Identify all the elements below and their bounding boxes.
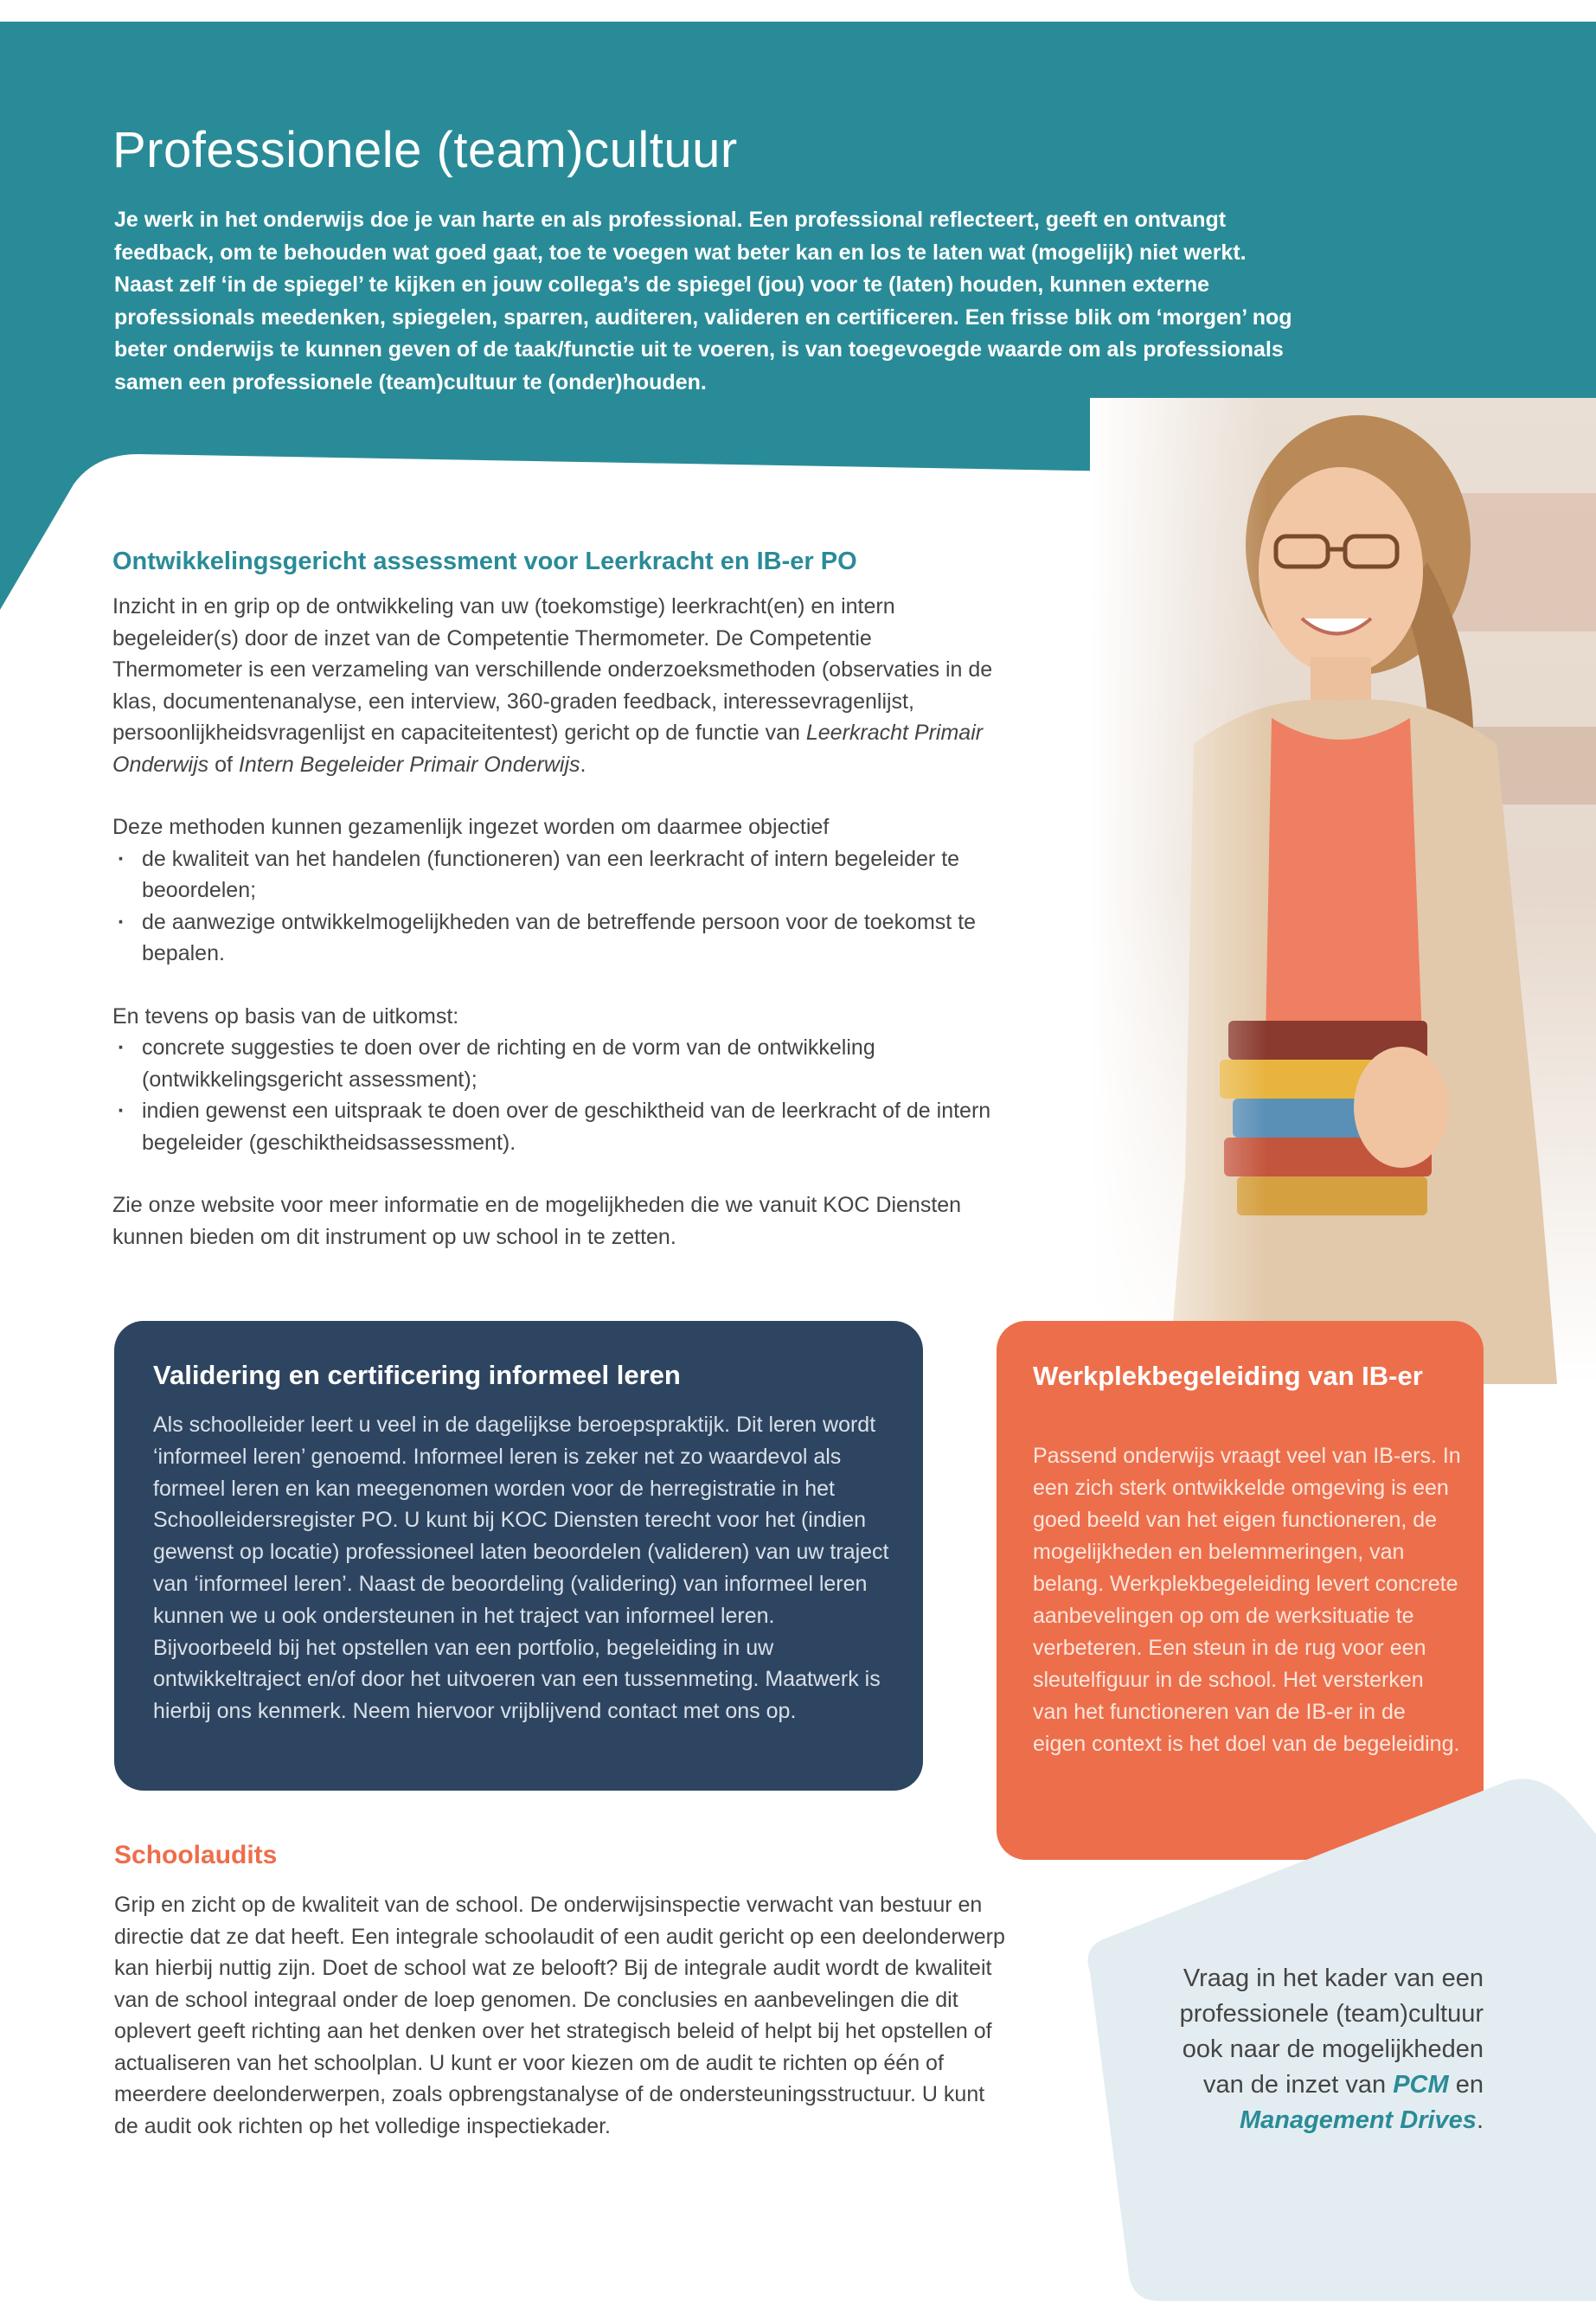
assessment-heading: Ontwikkelingsgericht assessment voor Leerkracht en IB-er PO [112, 548, 857, 575]
list-item: · de aanwezige ontwikkelmogelijkheden van de betreffende persoon voor de toekomst te bepalen. [112, 907, 995, 970]
list-item: · indien gewenst een uitspraak te doen over de geschiktheid van de leerkracht of de intern begeleider (geschiktheidsassessment). [112, 1095, 995, 1158]
callout-text [1142, 1961, 1484, 2138]
validering-card [114, 1321, 923, 1791]
methods-intro: Deze methoden kunnen gezamenlijk ingezet worden om daarmee objectief [112, 815, 830, 839]
pcm-highlight: PCM [1393, 2071, 1449, 2099]
callout-end: . [1476, 2106, 1484, 2134]
validering-title: Validering en certificering informeel leren [153, 1360, 681, 1390]
outcome-list [112, 1032, 995, 1158]
website-paragraph: Zie onze website voor meer informatie en de mogelijkheden die we vanuit KOC Diensten kunnen bieden om dit instrument op uw school in te zetten. [112, 1193, 962, 1249]
werkplek-body: Passend onderwijs vraagt veel van IB-ers. In een zich sterk ontwikkelde omgeving is een goed beeld van het eigen functioneren, de mogelijkheden en belemmeringen, van belang. Werkplekbegeleiding levert concrete aanbevelingen op om de werksituatie te verbeteren. Een steun in de rug voor een sleutelfiguur in de school. Het versterken van het functioneren van de IB-er in de eigen context is het doel van de begeleiding. [1033, 1444, 1461, 1756]
callout-lead: Vraag in het kader van een professionele (team)cultuur ook naar de mogelijkheden van de inzet van [1179, 1965, 1484, 2099]
audits-body: Grip en zicht op de kwaliteit van de school. De onderwijsinspectie verwacht van bestuur en directie dat ze dat heeft. Een integrale schoolaudit of een audit gericht op een deelonderwerp kan hierbij nuttig zijn. Doet de school wat ze belooft? Bij de integrale audit wordt de kwaliteit van de school integraal onder de loep genomen. De conclusies en aanbevelingen die dit oplevert geeft richting aan het denken over het strategisch beleid of helpt bij het opstellen of actualiseren van het schoolplan. U kunt er voor kiezen om de audit te richten op één of meerdere deelonderwerpen, zoals opbrengstanalyse of de ondersteuningsstructuur. U kunt de audit ook richten op het volledige inspectiekader. [114, 1893, 1005, 2138]
role-ib: Intern Begeleider Primair Onderwijs [238, 752, 580, 777]
list-item: · concrete suggesties te doen over de richting en de vorm van de ontwikkeling (ontwikkelingsgericht assessment); [112, 1032, 995, 1095]
methods-list [112, 843, 995, 970]
teacher-photo [1090, 398, 1596, 1384]
assessment-paragraph [112, 591, 995, 780]
validering-body: Als schoolleider leert u veel in de dagelijkse beroepspraktijk. Dit leren wordt ‘informeel leren’ genoemd. Informeel leren is zeker net zo waardevol als formeel leren en kan meegenomen worden voor de herregistratie in het Schoolleidersregister PO. U kunt bij KOC Diensten terecht voor het (indien gewenst op locatie) professioneel laten beoordelen (valideren) van uw traject van ‘informeel leren’. Naast de beoordeling (validering) van informeel leren kunnen we u ook ondersteunen in het traject van informeel leren. Bijvoorbeeld bij het opstellen van een portfolio, begeleiding in uw ontwikkeltraject en/of door het uitvoeren van een tussenmeting. Maatwerk is hierbij ons kenmerk. Neem hiervoor vrijblijvend contact met ons op. [153, 1413, 889, 1724]
outcome-intro: En tevens op basis van de uitkomst: [112, 1003, 459, 1029]
list-item: · de kwaliteit van het handelen (functioneren) van een leerkracht of intern begeleider te beoordelen; [112, 843, 995, 907]
page-title: Professionele (team)cultuur [112, 122, 738, 178]
assessment-section [112, 548, 995, 1253]
werkplek-title: Werkplekbegeleiding van IB-er [1033, 1361, 1423, 1391]
management-drives-highlight: Management Drives [1239, 2106, 1477, 2134]
role-leerkracht: Leerkracht Primair Onderwijs [112, 721, 984, 777]
text-of: of [208, 752, 239, 777]
audits-heading: Schoolaudits [114, 1841, 278, 1869]
text-end: . [580, 752, 586, 777]
callout-and: en [1448, 2071, 1484, 2099]
intro-paragraph: Je werk in het onderwijs doe je van harte en als professional. Een professional reflecteert, geeft en ontvangt feedback, om te behouden wat goed gaat, toe te voegen wat beter kan en los te laten wat (mogelijk) niet werkt. Naast zelf ‘in de spiegel’ te kijken en jouw collega’s de spiegel (jou) voor te (laten) houden, kunnen externe professionals meedenken, spiegelen, sparren, auditeren, valideren en certificeren. Een frisse blik om ‘morgen’ nog beter onderwijs te kunnen geven of de taak/functie uit te voeren, is van toegevoegde waarde om als professionals samen een professionele (team)cultuur te (onder)houden. [114, 208, 1292, 394]
assessment-text: Inzicht in en grip op de ontwikkeling van uw (toekomstige) leerkracht(en) en intern begeleider(s) door de inzet van de Competentie Thermometer. De Competentie Thermometer is een verzameling van verschillende onderzoeksmethoden (observaties in de klas, documentenanalyse, een interview, 360-graden feedback, interessevragenlijst, persoonlijkheidsvragenlijst en capaciteitentest) gericht op de functie van [112, 594, 993, 745]
